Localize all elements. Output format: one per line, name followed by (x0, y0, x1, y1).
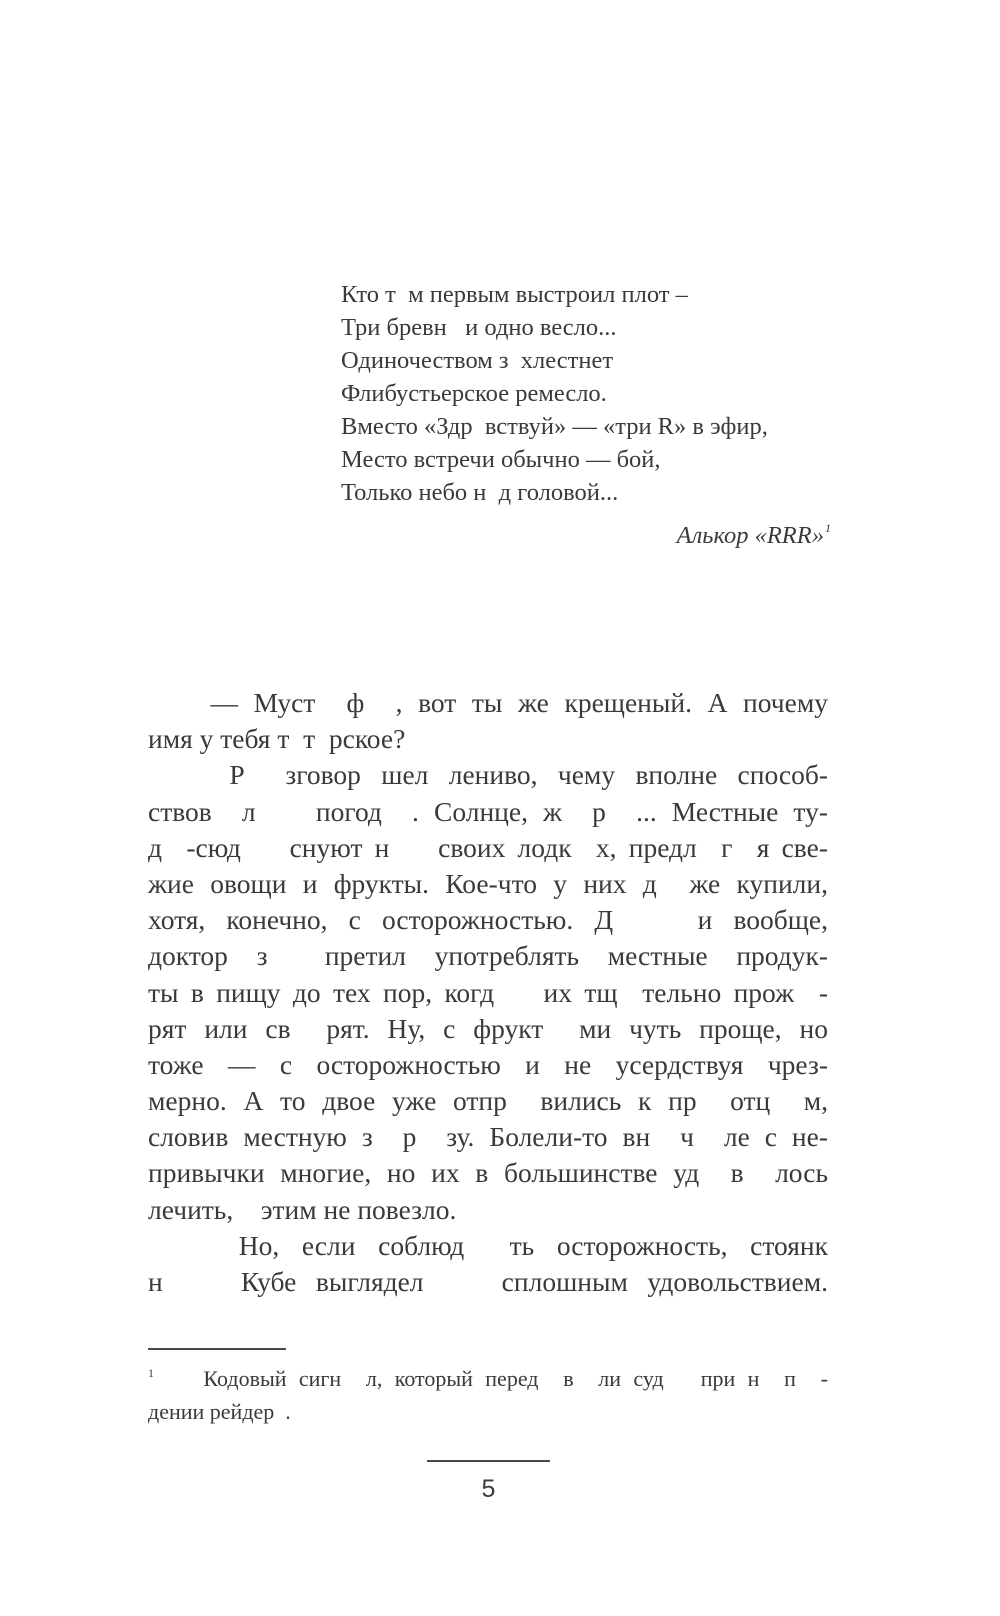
page-number: 5 (481, 1475, 496, 1503)
body-line: словив местную з р зу. Болели-то вн ч ле с не- (148, 1121, 828, 1153)
body-line: рят или св рят. Ну, с фрукт ми чуть проще, но (148, 1012, 828, 1044)
epigraph-line: Флибустьерское ремесло. (341, 380, 607, 407)
body-line: д -сюд снуют н своих лодк х, предл г я све- (148, 831, 828, 863)
footnote-marker: 1 (148, 1366, 154, 1380)
footnote-text: Кодовый сигн л, который перед в ли суд при н п - (154, 1366, 828, 1391)
epigraph-line: Три бревн и одно весло... (341, 314, 617, 341)
epigraph-line: Кто т м первым выстроил плот – (341, 281, 688, 308)
body-line: жие овощи и фрукты. Кое-что у них д же купили, (148, 867, 828, 899)
body-text (148, 685, 828, 1300)
epigraph-line: Одиночеством з хлестнет (341, 347, 614, 374)
epigraph-line: Вместо «Здр вствуй» — «три R» в эфир, (341, 413, 768, 440)
body-line: Р зговор шел лениво, чему вполне способ- (148, 759, 828, 791)
footnote-line (148, 1362, 828, 1395)
epigraph-line: Только небо н д головой... (341, 479, 619, 506)
body-line: хотя, конечно, с осторожностью. Д и вообще, (148, 904, 828, 936)
body-line: Но, если соблюд ть осторожность, стоянк (148, 1229, 828, 1261)
epigraph (341, 278, 841, 549)
attribution-text: Алькор «RRR» (676, 522, 824, 549)
epigraph-line: Место встречи обычно — бой, (341, 446, 661, 473)
body-line: доктор з претил употреблять местные продук- (148, 940, 828, 972)
body-line: ствов л погод . Солнце, ж р ... Местные ту- (148, 795, 828, 827)
body-line: ты в пищу до тех пор, когд их тщ тельно прож - (148, 976, 828, 1008)
footnote-line: дении рейдер . (148, 1399, 291, 1424)
body-line: — Муст ф , вот ты же крещеный. А почему (148, 687, 828, 718)
footnote (148, 1362, 828, 1428)
attribution-footnote-marker: 1 (825, 521, 831, 535)
body-line: лечить, этим не повезло. (148, 1193, 457, 1225)
epigraph-attribution (341, 519, 831, 552)
page-number-rule (427, 1460, 550, 1462)
body-line: мерно. А то двое уже отпр вились к пр отц м, (148, 1085, 828, 1117)
body-line: тоже — с осторожностью и не усердствуя чрез- (148, 1048, 828, 1080)
body-line: имя у тебя т т рское? (148, 723, 406, 755)
footnote-separator (148, 1348, 286, 1350)
body-line: привычки многие, но их в большинстве уд в лось (148, 1157, 828, 1189)
body-line: н Кубе выглядел сплошным удовольствием. (148, 1266, 828, 1297)
